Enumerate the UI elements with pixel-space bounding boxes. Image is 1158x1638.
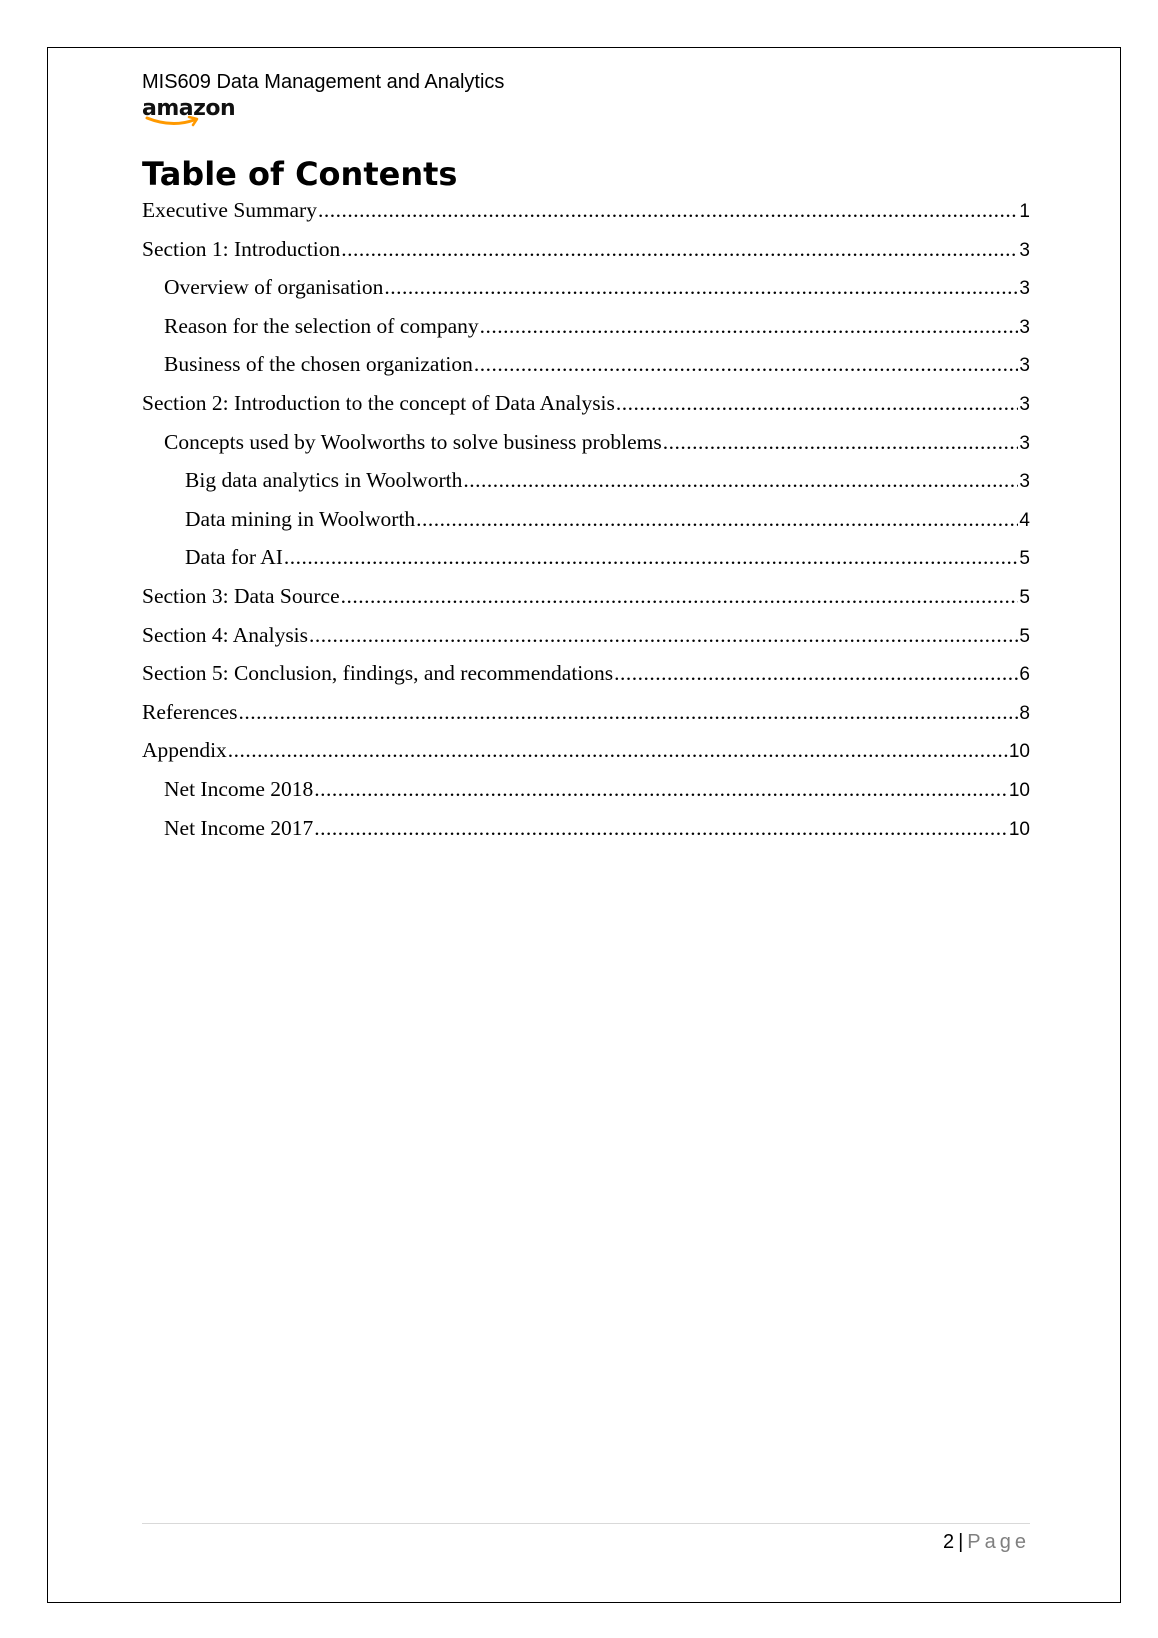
toc-entry-page-number: 10: [1008, 818, 1030, 840]
toc-dot-leader: [341, 237, 1018, 262]
header-course-title: MIS609 Data Management and Analytics: [142, 71, 505, 93]
toc-entry[interactable]: [142, 391, 1030, 430]
toc-entry-page-number: 5: [1019, 625, 1030, 647]
toc-entry-label: Big data analytics in Woolworth: [185, 468, 463, 493]
toc-dot-leader: [663, 430, 1019, 455]
toc-dot-leader: [463, 468, 1018, 493]
toc-entry-label: Section 4: Analysis: [142, 622, 309, 647]
toc-dot-leader: [341, 584, 1019, 609]
toc-list: [142, 198, 1030, 854]
toc-entry[interactable]: [142, 275, 1030, 314]
toc-entry-page-number: 3: [1019, 355, 1030, 377]
toc-dot-leader: [616, 391, 1019, 416]
toc-entry-label: Reason for the selection of company: [164, 313, 479, 338]
toc-entry[interactable]: [142, 468, 1030, 507]
toc-entry[interactable]: [142, 816, 1030, 855]
toc-entry-label: References: [142, 699, 238, 724]
toc-entry-label: Data for AI: [185, 545, 283, 570]
toc-entry[interactable]: [142, 623, 1030, 662]
toc-entry-label: Net Income 2017: [164, 815, 314, 840]
toc-entry-page-number: 6: [1019, 664, 1030, 686]
toc-dot-leader: [318, 198, 1018, 223]
toc-entry[interactable]: [142, 661, 1030, 700]
toc-entry-page-number: 10: [1008, 779, 1030, 801]
toc-entry-page-number: 3: [1019, 432, 1030, 454]
toc-entry-label: Concepts used by Woolworths to solve business problems: [164, 429, 662, 454]
toc-entry-label: Appendix: [142, 738, 227, 763]
page-content: [142, 68, 1030, 854]
logo-smile-icon: [144, 115, 204, 129]
toc-dot-leader: [416, 507, 1018, 532]
toc-entry-label: Section 5: Conclusion, findings, and recommendations: [142, 661, 614, 686]
toc-entry-page-number: 3: [1019, 471, 1030, 493]
toc-dot-leader: [480, 314, 1019, 339]
footer-page-label: [943, 1528, 1030, 1556]
toc-entry[interactable]: [142, 700, 1030, 739]
toc-entry-label: Business of the chosen organization: [164, 352, 473, 377]
toc-entry-label: Section 3: Data Source: [142, 583, 340, 608]
toc-dot-leader: [474, 352, 1019, 377]
toc-dot-leader: [309, 623, 1018, 648]
toc-entry-label: Section 2: Introduction to the concept of Data Analysis: [142, 390, 615, 415]
toc-entry[interactable]: [142, 198, 1030, 237]
toc-entry[interactable]: [142, 237, 1030, 276]
toc-entry-page-number: 10: [1008, 741, 1030, 763]
toc-dot-leader: [228, 738, 1008, 763]
toc-entry-page-number: 8: [1019, 702, 1030, 724]
toc-entry-page-number: 3: [1019, 278, 1030, 300]
toc-entry-page-number: 5: [1019, 548, 1030, 570]
toc-entry[interactable]: [142, 738, 1030, 777]
toc-entry-page-number: 3: [1019, 239, 1030, 261]
logo-wordmark: amazon: [142, 96, 236, 121]
toc-entry[interactable]: [142, 584, 1030, 623]
toc-dot-leader: [314, 816, 1008, 841]
toc-entry-page-number: 3: [1019, 316, 1030, 338]
footer-rule: [142, 1523, 1030, 1524]
toc-entry-page-number: 3: [1019, 393, 1030, 415]
footer-separator: |: [958, 1531, 964, 1553]
toc-entry[interactable]: [142, 314, 1030, 353]
toc-entry[interactable]: [142, 545, 1030, 584]
toc-entry-label: Executive Summary: [142, 198, 317, 222]
toc-dot-leader: [614, 661, 1018, 686]
amazon-logo: [142, 96, 236, 131]
footer-page-number: 2: [942, 1531, 955, 1553]
toc-dot-leader: [284, 545, 1019, 570]
toc-title: Table of Contents: [142, 155, 458, 193]
toc-dot-leader: [384, 275, 1018, 300]
toc-entry[interactable]: [142, 507, 1030, 546]
toc-entry-page-number: 5: [1019, 586, 1030, 608]
toc-entry-page-number: 1: [1019, 201, 1030, 222]
toc-entry-label: Section 1: Introduction: [142, 236, 341, 261]
toc-entry-label: Data mining in Woolworth: [185, 506, 416, 531]
toc-entry-page-number: 4: [1019, 509, 1030, 531]
toc-entry[interactable]: [142, 430, 1030, 469]
toc-entry-label: Overview of organisation: [164, 275, 384, 300]
toc-entry[interactable]: [142, 352, 1030, 391]
toc-dot-leader: [314, 777, 1008, 802]
toc-entry[interactable]: [142, 777, 1030, 816]
toc-entry-label: Net Income 2018: [164, 776, 314, 801]
footer-page-word: Page: [967, 1531, 1030, 1553]
toc-dot-leader: [239, 700, 1019, 725]
